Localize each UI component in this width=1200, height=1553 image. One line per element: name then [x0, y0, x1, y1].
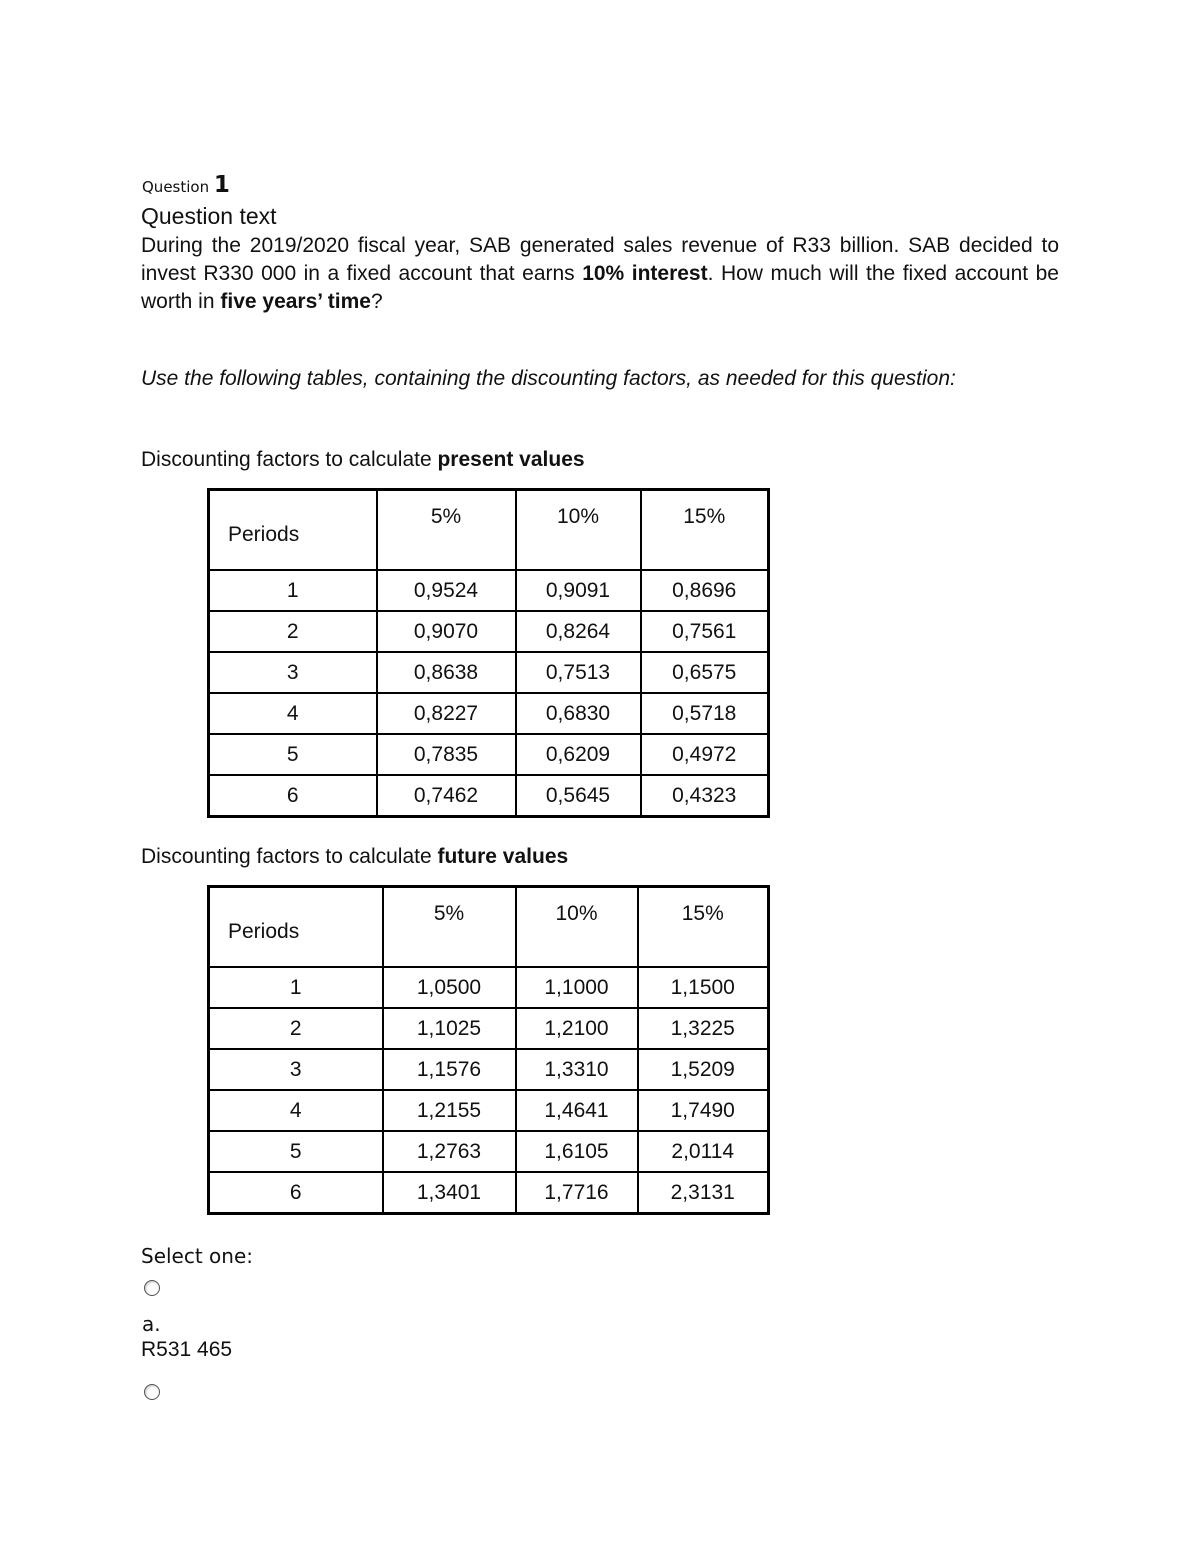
- factor-cell: 1,7490: [638, 1090, 769, 1131]
- factor-cell: 0,8264: [516, 611, 641, 652]
- question-para-bold-2: five years’ time: [220, 290, 371, 313]
- table-row: [209, 693, 769, 734]
- table-row: [209, 1131, 769, 1172]
- header-5-percent: 5%: [377, 490, 516, 571]
- period-cell: 3: [209, 1049, 383, 1090]
- question-number: 1: [213, 172, 230, 198]
- factor-cell: 1,5209: [638, 1049, 769, 1090]
- header-15-percent: 15%: [638, 887, 769, 968]
- factor-cell: 0,4323: [641, 775, 769, 817]
- factor-cell: 0,5718: [641, 693, 769, 734]
- period-cell: 1: [209, 967, 383, 1008]
- factor-cell: 0,9070: [377, 611, 516, 652]
- factor-cell: 0,7835: [377, 734, 516, 775]
- factor-cell: 0,9524: [377, 570, 516, 611]
- table-row: [209, 734, 769, 775]
- question-label-text: Question: [142, 178, 210, 196]
- header-periods: Periods: [209, 887, 383, 968]
- factor-cell: 1,7716: [516, 1172, 638, 1214]
- header-10-percent: 10%: [516, 490, 641, 571]
- factor-cell: 1,6105: [516, 1131, 638, 1172]
- factor-cell: 1,1500: [638, 967, 769, 1008]
- table-row: [209, 570, 769, 611]
- period-cell: 4: [209, 1090, 383, 1131]
- table-header-row: [209, 887, 769, 968]
- factor-cell: 1,3401: [383, 1172, 516, 1214]
- option-a-radio[interactable]: [144, 1280, 160, 1296]
- question-text-heading: Question text: [141, 203, 277, 229]
- factor-cell: 0,8227: [377, 693, 516, 734]
- factor-cell: 0,7513: [516, 652, 641, 693]
- option-a-value: R531 465: [141, 1338, 233, 1361]
- table-row: [209, 1172, 769, 1214]
- factor-cell: 0,6830: [516, 693, 641, 734]
- factor-cell: 1,0500: [383, 967, 516, 1008]
- period-cell: 3: [209, 652, 377, 693]
- factor-cell: 0,9091: [516, 570, 641, 611]
- select-one-prompt: Select one:: [141, 1244, 254, 1268]
- present-caption-bold: present values: [437, 448, 585, 471]
- option-a-letter: a.: [142, 1312, 161, 1336]
- factor-cell: 0,4972: [641, 734, 769, 775]
- factor-cell: 1,2100: [516, 1008, 638, 1049]
- factor-cell: 1,1576: [383, 1049, 516, 1090]
- period-cell: 6: [209, 1172, 383, 1214]
- period-cell: 4: [209, 693, 377, 734]
- present-values-table: [207, 488, 770, 818]
- question-para-part-1: During the 2019/2020 fiscal year, SAB generated sales revenue of R33 billion. SAB decided to invest R330 000 in a fixed account that earns: [141, 234, 1059, 285]
- future-values-table: [207, 885, 770, 1215]
- factor-cell: 0,6209: [516, 734, 641, 775]
- header-10-percent: 10%: [516, 887, 638, 968]
- future-caption-bold: future values: [437, 845, 569, 868]
- option-b-radio[interactable]: [144, 1384, 160, 1400]
- factor-cell: 1,1025: [383, 1008, 516, 1049]
- period-cell: 5: [209, 734, 377, 775]
- instruction-text: Use the following tables, containing the discounting factors, as needed for this question:: [141, 367, 956, 390]
- factor-cell: 1,2763: [383, 1131, 516, 1172]
- factor-cell: 1,3225: [638, 1008, 769, 1049]
- period-cell: 5: [209, 1131, 383, 1172]
- future-caption-prefix: Discounting factors to calculate: [141, 845, 438, 868]
- period-cell: 1: [209, 570, 377, 611]
- header-5-percent: 5%: [383, 887, 516, 968]
- table-row: [209, 1090, 769, 1131]
- factor-cell: 0,8696: [641, 570, 769, 611]
- period-cell: 2: [209, 611, 377, 652]
- table-row: [209, 1008, 769, 1049]
- factor-cell: 0,7561: [641, 611, 769, 652]
- period-cell: 6: [209, 775, 377, 817]
- table-row: [209, 652, 769, 693]
- present-table-caption: [141, 448, 585, 472]
- present-caption-prefix: Discounting factors to calculate: [141, 448, 438, 471]
- factor-cell: 0,5645: [516, 775, 641, 817]
- period-cell: 2: [209, 1008, 383, 1049]
- future-table-caption: [141, 845, 568, 869]
- question-para-part-3: ?: [370, 290, 383, 313]
- table-row: [209, 611, 769, 652]
- table-header-row: [209, 490, 769, 571]
- header-periods: Periods: [209, 490, 377, 571]
- table-row: [209, 967, 769, 1008]
- factor-cell: 2,3131: [638, 1172, 769, 1214]
- factor-cell: 1,4641: [516, 1090, 638, 1131]
- factor-cell: 1,1000: [516, 967, 638, 1008]
- factor-cell: 2,0114: [638, 1131, 769, 1172]
- table-row: [209, 1049, 769, 1090]
- question-paragraph: [141, 232, 1059, 316]
- table-row: [209, 775, 769, 817]
- header-15-percent: 15%: [641, 490, 769, 571]
- factor-cell: 1,3310: [516, 1049, 638, 1090]
- factor-cell: 0,7462: [377, 775, 516, 817]
- factor-cell: 0,8638: [377, 652, 516, 693]
- factor-cell: 1,2155: [383, 1090, 516, 1131]
- question-para-bold-1: 10% interest: [582, 262, 708, 285]
- factor-cell: 0,6575: [641, 652, 769, 693]
- question-label: [142, 172, 230, 198]
- question-para-part-2: . How much will the fixed account be worth in: [141, 262, 1059, 313]
